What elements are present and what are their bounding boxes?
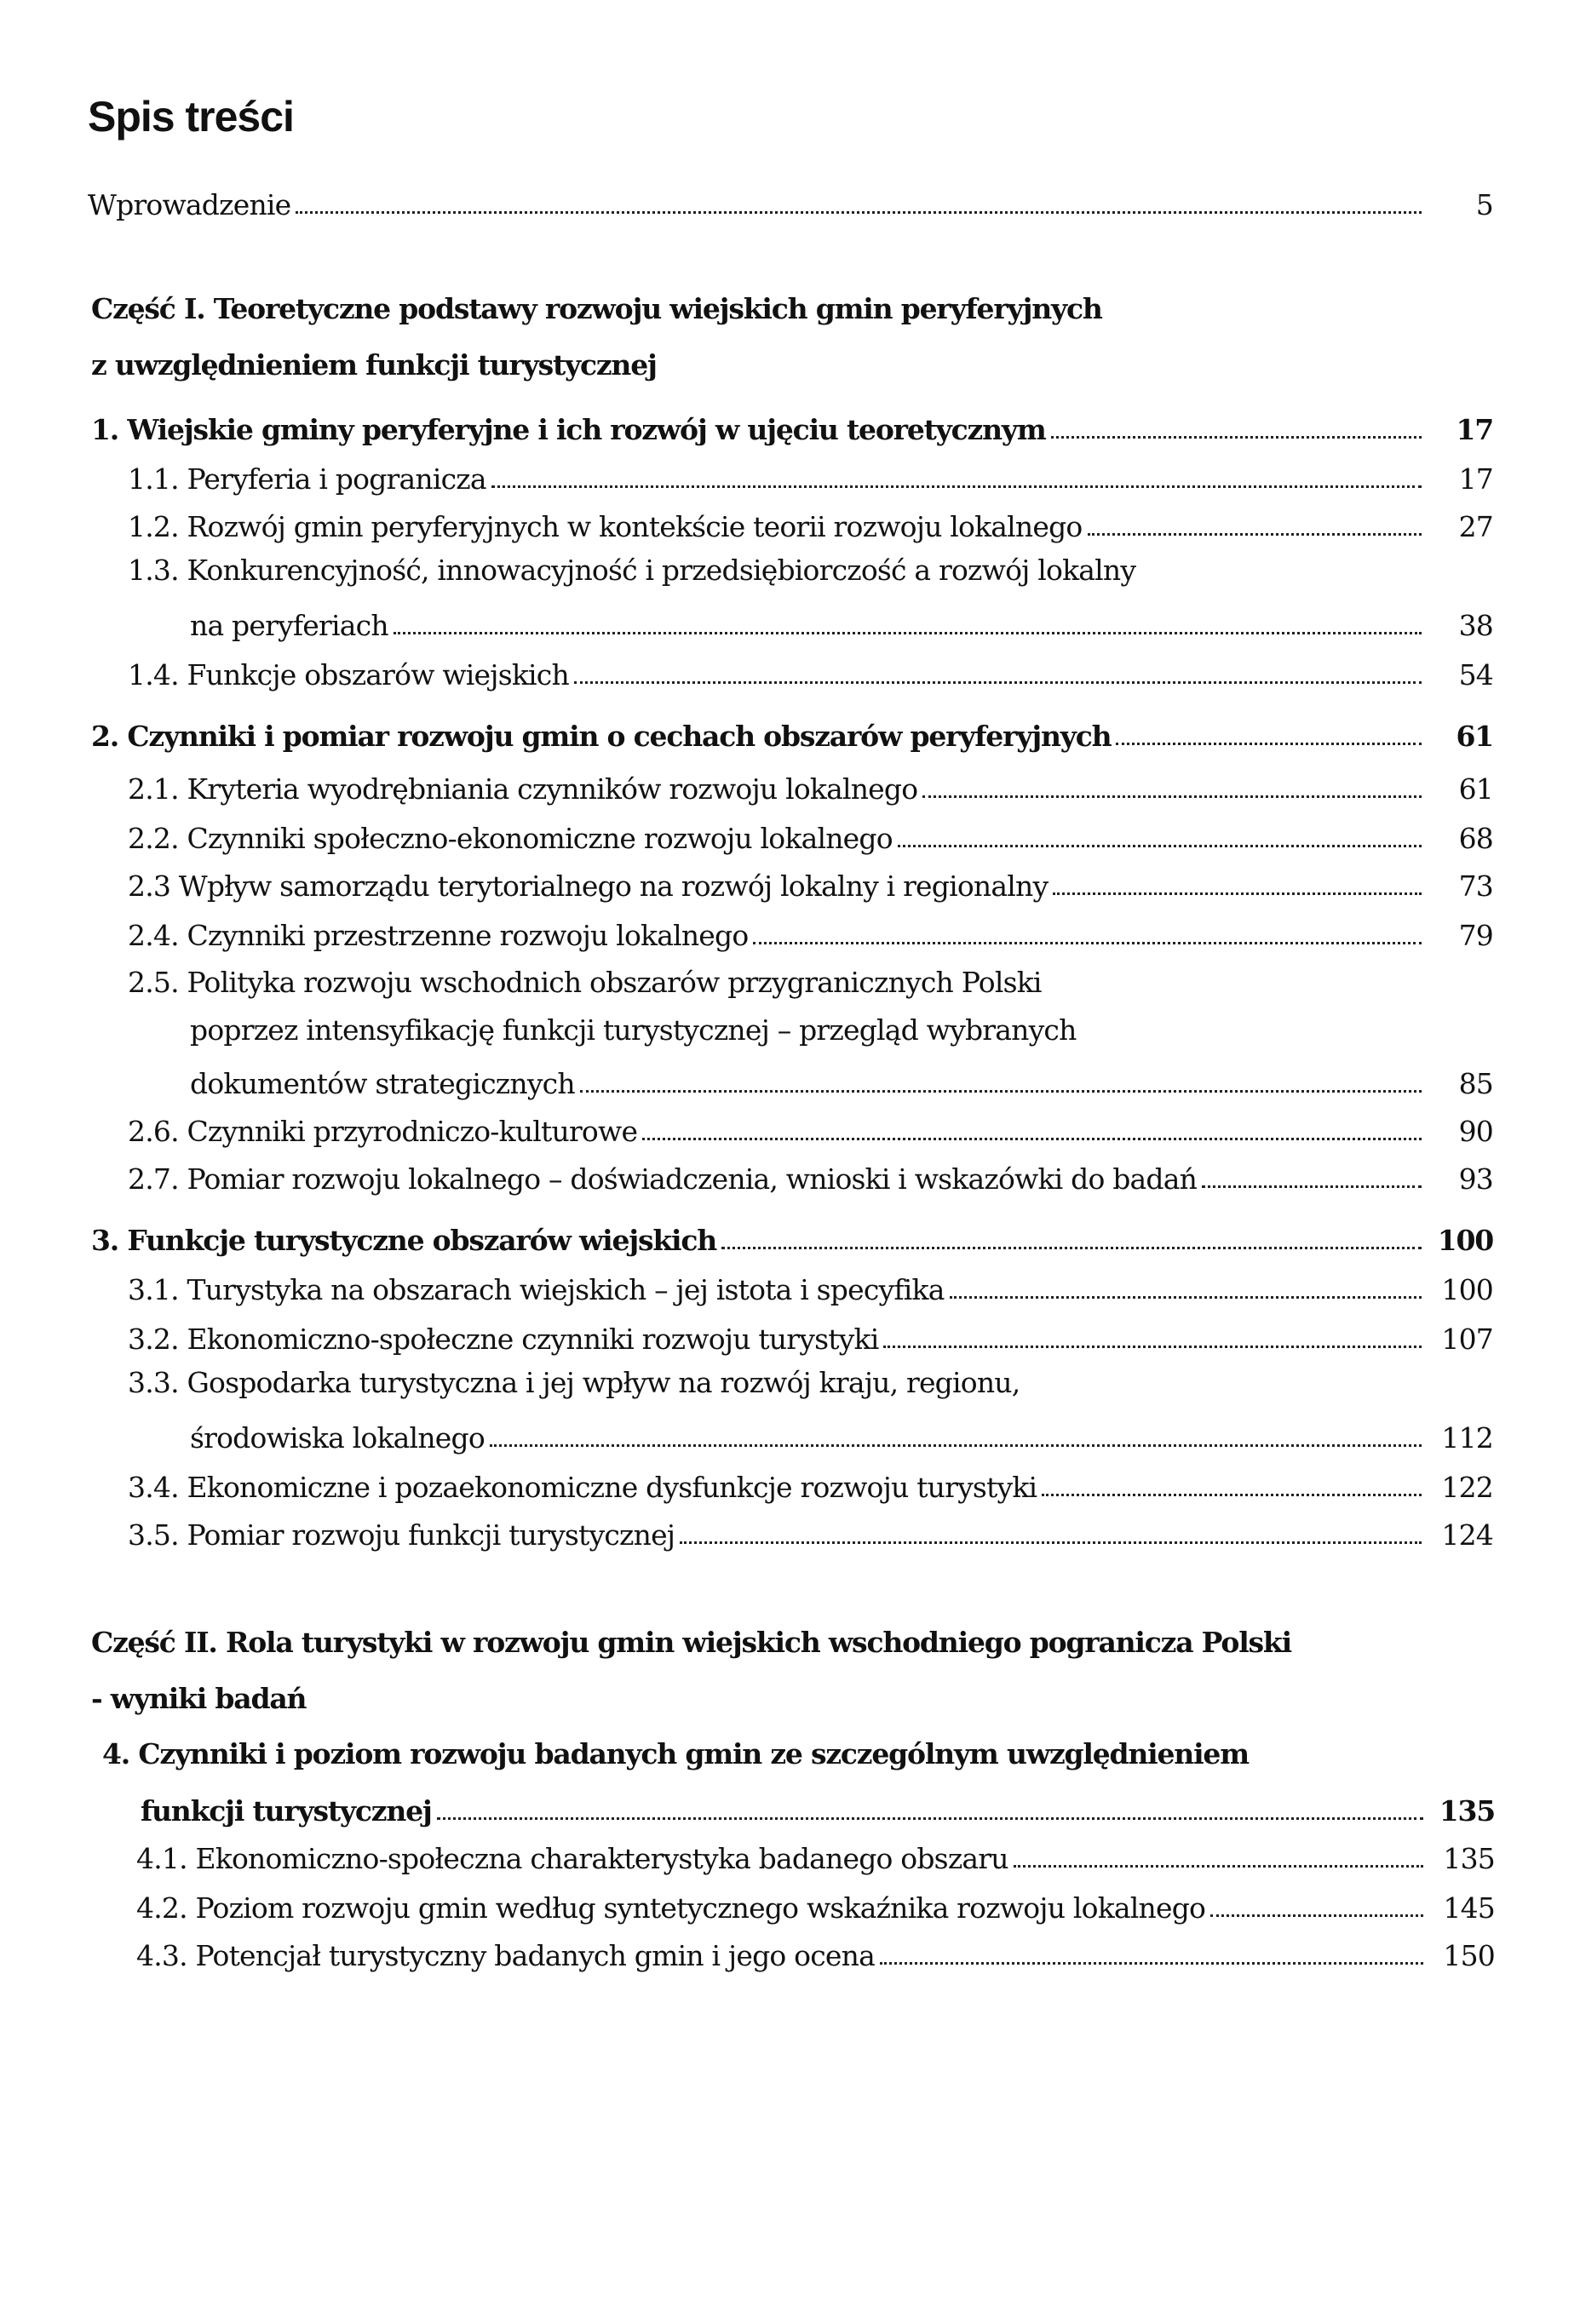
leader-dots: [1210, 1914, 1423, 1917]
toc-page: 5: [1475, 188, 1493, 221]
leader-dots: [394, 632, 1422, 634]
toc-section-3-5: [128, 1511, 1493, 1552]
leader-dots: [1088, 533, 1422, 536]
leader-dots: [574, 681, 1422, 684]
toc-chapter-4-line: 4. Czynniki i poziom rozwoju badanych gmin ze szczególnym uwzględnieniem: [102, 1737, 1249, 1770]
toc-section-1-2: [128, 502, 1493, 543]
toc-page: 61: [1456, 720, 1493, 753]
toc-section-3-2: [128, 1315, 1493, 1356]
leader-dots: [490, 1444, 1422, 1447]
toc-chapter-1: [91, 405, 1493, 446]
toc-page: 100: [1437, 1224, 1493, 1257]
toc-label: na peryferiach: [190, 609, 388, 642]
toc-label: 3.4. Ekonomiczne i pozaekonomiczne dysfunkcje rozwoju turystyki: [128, 1471, 1037, 1504]
leader-dots: [680, 1541, 1422, 1544]
toc-label: 2.1. Kryteria wyodrębniania czynników rozwoju lokalnego: [128, 772, 918, 806]
toc-label: 1.1. Peryferia i pogranicza: [128, 462, 486, 496]
toc-page: 79: [1458, 919, 1493, 952]
toc-section-4-2: [136, 1884, 1495, 1925]
leader-dots: [883, 1346, 1422, 1348]
leader-dots: [1116, 743, 1422, 745]
leader-dots: [922, 795, 1422, 798]
toc-label: 2.2. Czynniki społeczno-ekonomiczne rozwoju lokalnego: [128, 822, 893, 855]
toc-page: 73: [1458, 869, 1493, 903]
toc-label: 4.3. Potencjał turystyczny badanych gmin i jego ocena: [136, 1939, 875, 1972]
toc-label: 2. Czynniki i pomiar rozwoju gmin o cechach obszarów peryferyjnych: [91, 720, 1112, 753]
toc-page: 61: [1458, 772, 1493, 806]
leader-dots: [1051, 436, 1422, 439]
leader-dots: [753, 942, 1422, 944]
leader-dots: [880, 1962, 1423, 1965]
toc-section-2-7: [128, 1155, 1493, 1196]
toc-page: 150: [1443, 1939, 1495, 1972]
leader-dots: [898, 845, 1422, 847]
toc-page: 112: [1441, 1421, 1493, 1455]
toc-section-2-6: [128, 1107, 1493, 1148]
part-heading-line: Część II. Rola turystyki w rozwoju gmin wiejskich wschodniego pogranicza Polski: [91, 1626, 1291, 1659]
toc-chapter-4: [141, 1787, 1495, 1828]
toc-page: 68: [1458, 822, 1493, 855]
toc-page: 38: [1458, 609, 1493, 642]
toc-section-2-4: [128, 911, 1493, 952]
leader-dots: [721, 1247, 1422, 1249]
toc-page: 17: [1456, 413, 1493, 446]
toc-page: 85: [1458, 1067, 1493, 1100]
leader-dots: [491, 485, 1422, 488]
toc-section-3-1: [128, 1265, 1493, 1306]
toc-section-2-1: [128, 765, 1493, 806]
toc-page: 93: [1458, 1162, 1493, 1196]
toc-label: 3. Funkcje turystyczne obszarów wiejskich: [91, 1224, 717, 1257]
toc-label: 4.2. Poziom rozwoju gmin według syntetycznego wskaźnika rozwoju lokalnego: [136, 1891, 1206, 1925]
toc-label: 3.1. Turystyka na obszarach wiejskich – jej istota i specyfika: [128, 1273, 945, 1306]
toc-label: 2.7. Pomiar rozwoju lokalnego – doświadczenia, wnioski i wskazówki do badań: [128, 1162, 1198, 1196]
part-heading-line: - wyniki badań: [91, 1682, 307, 1715]
toc-page: 135: [1439, 1794, 1495, 1828]
toc-chapter-2: [91, 712, 1493, 753]
toc-section-1-1: [128, 455, 1493, 496]
toc-page: 124: [1441, 1518, 1493, 1552]
toc-label: 2.3 Wpływ samorządu terytorialnego na rozwój lokalny i regionalny: [128, 869, 1049, 903]
leader-dots: [580, 1090, 1422, 1093]
leader-dots: [1202, 1185, 1422, 1188]
toc-page: 107: [1441, 1323, 1493, 1356]
leader-dots: [437, 1817, 1423, 1820]
part-1-heading: [91, 281, 1454, 393]
toc-section-3-3: [190, 1414, 1493, 1455]
toc-section-3-3-line: 3.3. Gospodarka turystyczna i jej wpływ na rozwój kraju, regionu,: [128, 1366, 1020, 1399]
toc-entry-intro: [88, 181, 1493, 221]
toc-section-1-3: [190, 601, 1493, 642]
toc-page: 135: [1443, 1842, 1495, 1875]
toc-label: 1.4. Funkcje obszarów wiejskich: [128, 658, 569, 691]
toc-section-1-4: [128, 651, 1493, 691]
toc-section-2-3: [128, 862, 1493, 903]
toc-label: środowiska lokalnego: [190, 1421, 485, 1455]
leader-dots: [1014, 1865, 1423, 1868]
leader-dots: [950, 1296, 1422, 1299]
toc-section-2-5-line: poprzez intensyfikację funkcji turystycznej – przegląd wybranych: [190, 1013, 1077, 1047]
toc-section-4-3: [136, 1931, 1495, 1972]
leader-dots: [1053, 892, 1422, 895]
part-heading-line: Część I. Teoretyczne podstawy rozwoju wiejskich gmin peryferyjnych: [91, 292, 1102, 325]
toc-section-4-1: [136, 1834, 1495, 1875]
toc-page: 54: [1458, 658, 1493, 691]
part-heading-line: z uwzględnieniem funkcji turystycznej: [91, 348, 657, 382]
toc-label: 3.5. Pomiar rozwoju funkcji turystycznej: [128, 1518, 675, 1552]
toc-chapter-3: [91, 1216, 1493, 1257]
toc-label: 2.4. Czynniki przestrzenne rozwoju lokalnego: [128, 919, 749, 952]
toc-label: 4.1. Ekonomiczno-społeczna charakterystyka badanego obszaru: [136, 1842, 1008, 1875]
toc-label: funkcji turystycznej: [141, 1794, 432, 1828]
toc-page: 90: [1458, 1115, 1493, 1148]
toc-page: 122: [1441, 1471, 1493, 1504]
toc-section-2-2: [128, 814, 1493, 855]
toc-section-1-3-line: 1.3. Konkurencyjność, innowacyjność i przedsiębiorczość a rozwój lokalny: [128, 554, 1136, 587]
toc-page: 17: [1458, 462, 1493, 496]
toc-label: Wprowadzenie: [88, 188, 291, 221]
leader-dots: [642, 1138, 1422, 1140]
toc-label: 2.6. Czynniki przyrodniczo-kulturowe: [128, 1115, 638, 1148]
leader-dots: [296, 211, 1422, 214]
leader-dots: [1042, 1494, 1422, 1496]
toc-page: 145: [1443, 1891, 1495, 1925]
toc-label: 1.2. Rozwój gmin peryferyjnych w kontekście teorii rozwoju lokalnego: [128, 510, 1083, 543]
part-2-heading: [91, 1615, 1454, 1727]
toc-label: 1. Wiejskie gminy peryferyjne i ich rozwój w ujęciu teoretycznym: [91, 413, 1046, 446]
toc-label: dokumentów strategicznych: [190, 1067, 575, 1100]
page-title: Spis treści: [88, 93, 294, 141]
toc-page: 100: [1441, 1273, 1493, 1306]
toc-section-2-5-line: 2.5. Polityka rozwoju wschodnich obszarów przygranicznych Polski: [128, 966, 1042, 999]
toc-label: 3.2. Ekonomiczno-społeczne czynniki rozwoju turystyki: [128, 1323, 879, 1356]
toc-section-3-4: [128, 1463, 1493, 1504]
toc-page: 27: [1458, 510, 1493, 543]
toc-section-2-5: [190, 1059, 1493, 1100]
